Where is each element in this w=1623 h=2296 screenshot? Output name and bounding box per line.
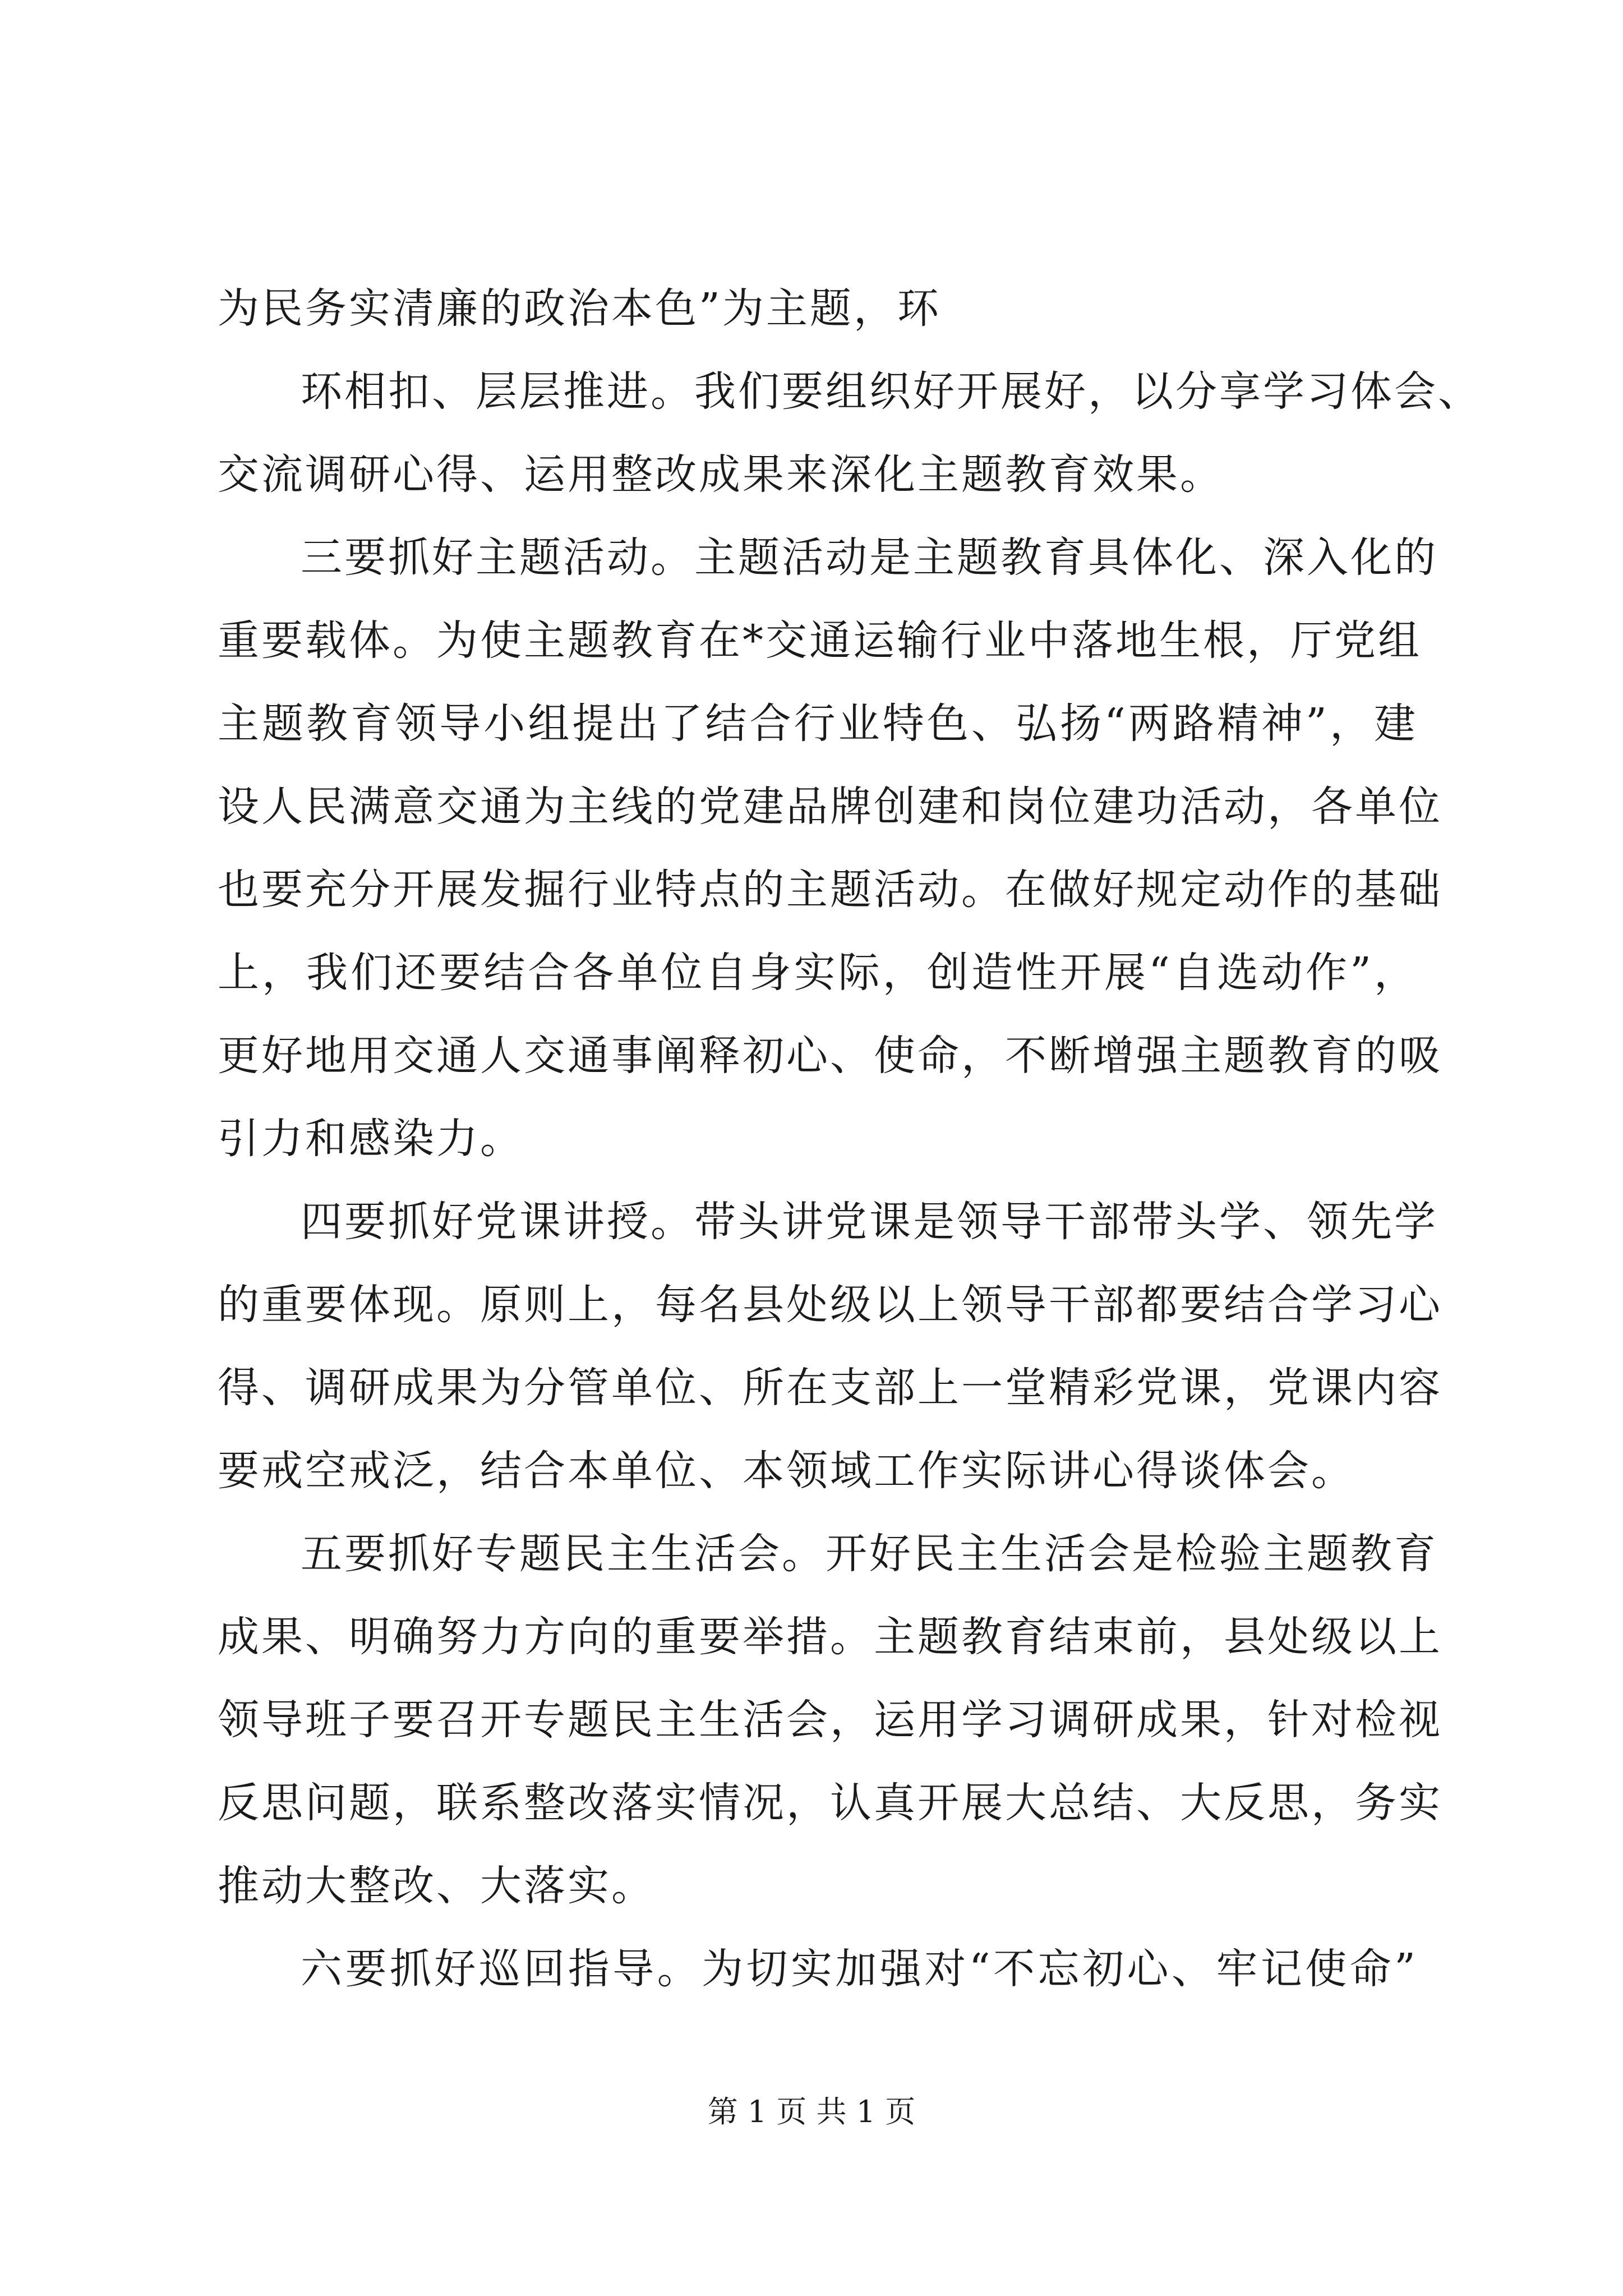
document-line: 六要抓好巡回指导。为切实加强对“不忘初心、牢记使命”	[301, 1945, 1418, 1993]
document-line: 得、调研成果为分管单位、所在支部上一堂精彩党课，党课内容	[218, 1364, 1442, 1412]
document-line: 领导班子要召开专题民主生活会，运用学习调研成果，针对检视	[218, 1696, 1442, 1744]
document-line: 五要抓好专题民主生活会。开好民主生活会是检验主题教育	[301, 1530, 1438, 1578]
document-line: 三要抓好主题活动。主题活动是主题教育具体化、深入化的	[301, 533, 1438, 582]
document-line: 成果、明确努力方向的重要举措。主题教育结束前，县处级以上	[218, 1613, 1442, 1661]
document-line: 重要载体。为使主题教育在*交通运输行业中落地生根，厅党组	[218, 616, 1422, 665]
document-line: 更好地用交通人交通事阐释初心、使命，不断增强主题教育的吸	[218, 1032, 1442, 1080]
page-footer: 第 1 页 共 1 页	[707, 2094, 916, 2129]
document-line: 交流调研心得、运用整改成果来深化主题教育效果。	[218, 450, 1224, 499]
document-line: 四要抓好党课讲授。带头讲党课是领导干部带头学、领先学	[301, 1198, 1438, 1246]
document-line: 要戒空戒泛，结合本单位、本领域工作实际讲心得谈体会。	[218, 1447, 1355, 1495]
document-line: 也要充分开展发掘行业特点的主题活动。在做好规定动作的基础	[218, 866, 1442, 914]
document-line: 上，我们还要结合各单位自身实际，创造性开展“自选动作”，	[218, 949, 1418, 997]
document-body	[218, 267, 1482, 2010]
document-line: 推动大整改、大落实。	[218, 1862, 655, 1910]
document-line: 为民务实清廉的政治本色”为主题，环	[218, 284, 941, 333]
document-line: 设人民满意交通为主线的党建品牌创建和岗位建功活动，各单位	[218, 783, 1442, 831]
document-line: 环相扣、层层推进。我们要组织好开展好，以分享学习体会、	[301, 367, 1482, 416]
document-line: 的重要体现。原则上，每名县处级以上领导干部都要结合学习心	[218, 1281, 1442, 1329]
document-line: 引力和感染力。	[218, 1115, 524, 1163]
document-line: 反思问题，联系整改落实情况，认真开展大总结、大反思，务实	[218, 1779, 1442, 1827]
document-line: 主题教育领导小组提出了结合行业特色、弘扬“两路精神”，建	[218, 700, 1418, 748]
